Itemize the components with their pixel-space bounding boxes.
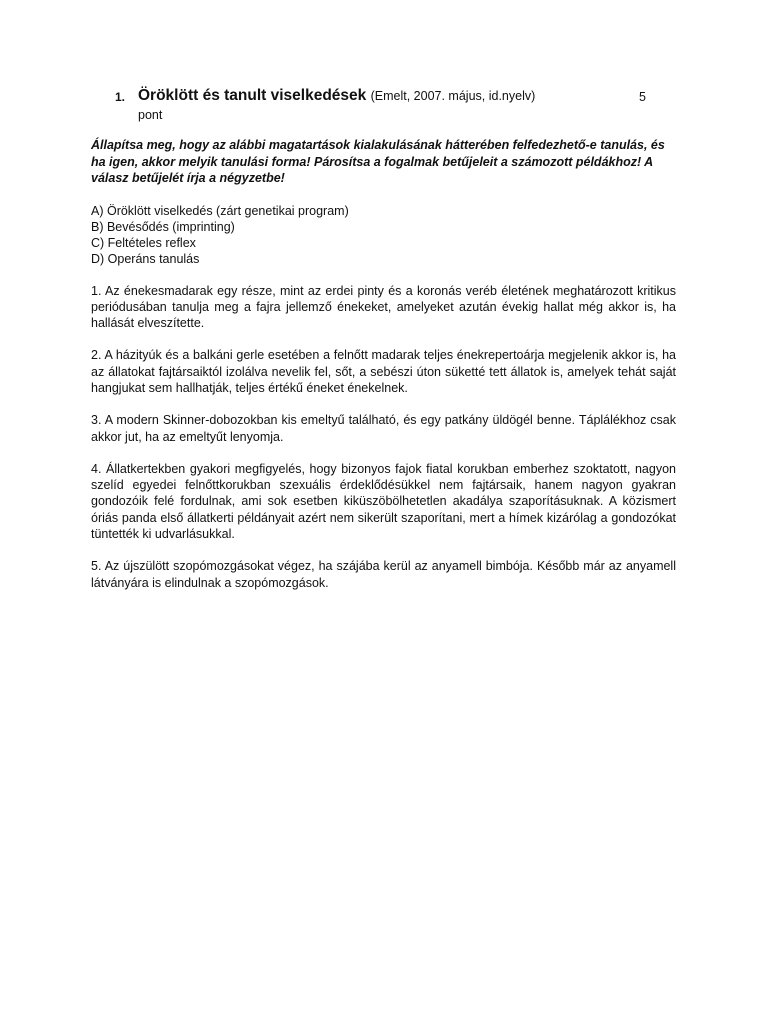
document-page xyxy=(91,86,676,591)
task-points-unit: pont xyxy=(138,108,163,122)
task-source: (Emelt, 2007. május, id.nyelv) xyxy=(370,89,536,103)
option-item: A) Öröklött viselkedés (zárt genetikai program) xyxy=(91,203,349,218)
option-item: B) Bevésődés (imprinting) xyxy=(91,219,235,234)
task-number: 1. xyxy=(115,90,126,104)
example-paragraph: 4. Állatkertekben gyakori megfigyelés, hogy bizonyos fajok fiatal korukban emberhez szoktatott, nagyon szelíd egyedei felnőttkorukban szexuális érdeklődésükkel nem fajtársaik, hanem nagyon gyakran gondozóik felé fordulnak, ami sok esetben kiküszöbölhetetlen akadálya szaporításuknak. A közismert óriás panda első állatkerti példányait azért nem sikerült szaporítani, mert a hímek kizárólag a gondozókat tüntették ki udvarlásukkal. xyxy=(91,461,676,542)
option-item: C) Feltételes reflex xyxy=(91,235,196,250)
task-points-value: 5 xyxy=(639,90,646,104)
options-list xyxy=(91,203,676,267)
task-title: Öröklött és tanult viselkedések xyxy=(138,87,367,104)
example-paragraph: 2. A házityúk és a balkáni gerle esetében a felnőtt madarak teljes énekrepertoárja megjelenik akkor is, ha az állatokat fajtársaiktól izolálva nevelik fel, sőt, a sebészi úton süketté tett állatok is, amelyek tehát saját hangjukat sem hallhatják, teljes értékű éneket énekelnek. xyxy=(91,348,676,395)
option-item: D) Operáns tanulás xyxy=(91,251,200,266)
task-instruction: Állapítsa meg, hogy az alábbi magatartások kialakulásának hátterében felfedezhető-e tanulás, és ha igen, akkor melyik tanulási forma! Párosítsa a fogalmak betűjeleit a számozott példákhoz! A válasz betűjelét írja a négyzetbe! xyxy=(91,138,665,185)
example-paragraph: 5. Az újszülött szopómozgásokat végez, ha szájába kerül az anyamell bimbója. Később már az anyamell látványára is elindulnak a szopómozgások. xyxy=(91,559,676,590)
example-paragraph: 1. Az énekesmadarak egy része, mint az erdei pinty és a koronás veréb életének meghatározott kritikus periódusában tanulja meg a fajra jellemző énekeket, amelyeket azután évekig hallat még akkor is, ha hallását elveszítette. xyxy=(91,283,676,331)
task-heading xyxy=(91,86,676,106)
example-paragraph: 3. A modern Skinner-dobozokban kis emeltyű található, és egy patkány üldögél benne. Táplálékhoz csak akkor jut, ha az emeltyűt lenyomja. xyxy=(91,413,676,444)
task-title-line xyxy=(138,86,535,106)
